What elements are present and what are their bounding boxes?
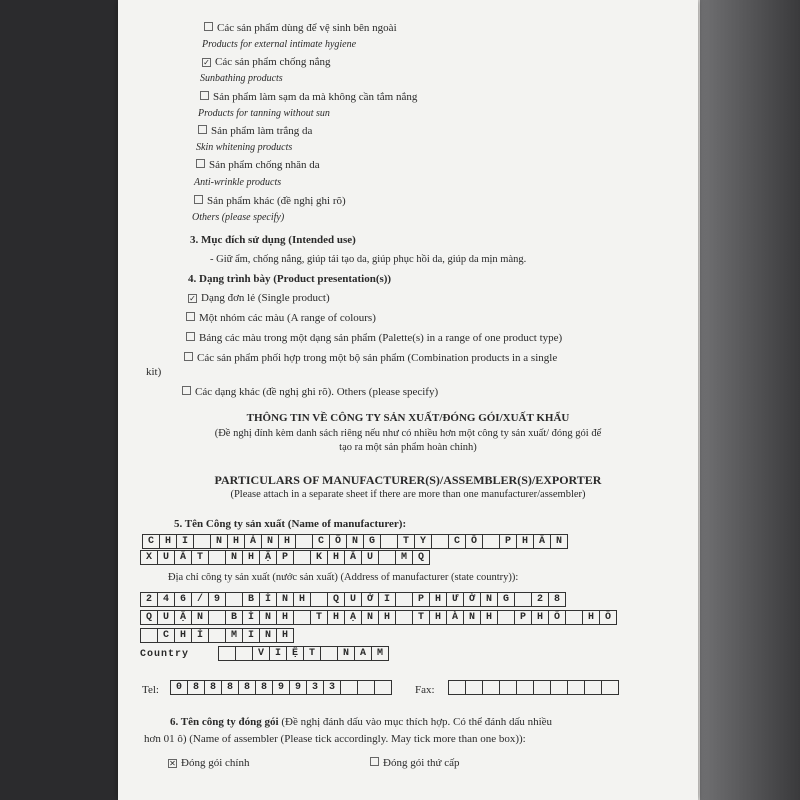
company-note-vn-2: tạo ra một sản phẩm hoàn chỉnh) — [339, 442, 477, 453]
tel-label: Tel: — [142, 684, 159, 696]
checkbox[interactable] — [200, 91, 209, 100]
char-cell[interactable]: Ầ — [534, 535, 551, 549]
presentation-option-3: Các sản phẩm phối hợp trong một bộ sản phẩm (Combination products in a single — [184, 352, 557, 364]
char-cell[interactable]: T — [413, 611, 430, 625]
char-cell[interactable] — [379, 551, 396, 565]
char-cell[interactable]: T — [398, 535, 415, 549]
char-cell[interactable]: G — [364, 535, 381, 549]
char-cell[interactable]: H — [277, 629, 294, 643]
char-cell[interactable]: U — [158, 551, 175, 565]
type-item-2-en: Products for tanning without sun — [198, 108, 330, 119]
char-cell[interactable]: 8 — [256, 681, 273, 695]
char-cell[interactable]: Y — [415, 535, 432, 549]
char-cell[interactable]: 2 — [141, 593, 158, 607]
char-cell[interactable] — [294, 611, 311, 625]
char-cell[interactable]: H — [328, 551, 345, 565]
char-cell[interactable]: 9 — [290, 681, 307, 695]
char-cell[interactable]: H — [228, 535, 245, 549]
char-cell[interactable] — [294, 551, 311, 565]
type-item-2: Sản phẩm làm sạm da mà không cần tắm nắng — [200, 91, 417, 103]
char-cell[interactable]: N — [260, 629, 277, 643]
char-cell[interactable]: M — [226, 629, 243, 643]
checkbox[interactable] — [370, 757, 379, 766]
char-cell[interactable]: Á — [245, 535, 262, 549]
char-cell[interactable]: U — [158, 611, 175, 625]
presentation-option-3-wrap: kit) — [146, 366, 162, 378]
char-cell[interactable]: Q — [328, 593, 345, 607]
char-cell[interactable]: P — [277, 551, 294, 565]
char-cell[interactable]: / — [192, 593, 209, 607]
char-cell[interactable]: 8 — [549, 593, 566, 607]
char-cell[interactable]: Q — [141, 611, 158, 625]
char-cell[interactable]: U — [362, 551, 379, 565]
char-cell[interactable] — [209, 611, 226, 625]
char-cell[interactable]: M — [396, 551, 413, 565]
type-item-4-en: Anti-wrinkle products — [194, 177, 282, 188]
char-cell[interactable]: 9 — [273, 681, 290, 695]
char-cell[interactable]: Ổ — [466, 535, 483, 549]
company-title-vn: THÔNG TIN VỀ CÔNG TY SẢN XUẤT/ĐÓNG GÓI/XUẤT KHẨU — [246, 412, 570, 424]
type-item-1: ✓ Các sản phẩm chống nắng — [203, 56, 331, 68]
assembler-option-primary: ✕ Đóng gói chính — [169, 757, 250, 769]
type-item-0: Các sản phẩm dùng để vệ sinh bên ngoài — [204, 22, 397, 34]
char-cell[interactable]: H — [379, 611, 396, 625]
char-cell[interactable]: N — [347, 535, 364, 549]
char-cell[interactable] — [551, 681, 568, 695]
section3-text: - Giữ ẩm, chống nắng, giúp tái tạo da, giúp phục hồi da, giúp da mịn màng. — [210, 254, 527, 265]
char-cell[interactable]: H — [481, 611, 498, 625]
char-cell[interactable]: Ớ — [362, 593, 379, 607]
char-cell[interactable]: I — [270, 647, 287, 661]
char-cell[interactable]: H — [430, 611, 447, 625]
char-cell[interactable] — [585, 681, 602, 695]
char-cell[interactable]: 0 — [171, 681, 188, 695]
char-cell[interactable] — [566, 611, 583, 625]
char-cell[interactable] — [396, 611, 413, 625]
char-cell[interactable]: G — [498, 593, 515, 607]
char-cell[interactable]: 3 — [324, 681, 341, 695]
presentation-option-4: Các dạng khác (đề nghị ghi rõ). Others (please specify) — [182, 386, 438, 398]
type-item-3-en: Skin whitening products — [196, 142, 293, 153]
document-page — [118, 0, 698, 800]
char-cell[interactable]: Ậ — [260, 551, 277, 565]
char-cell[interactable]: N — [362, 611, 379, 625]
checkbox[interactable] — [186, 332, 195, 341]
char-cell[interactable]: C — [158, 629, 175, 643]
checkbox[interactable] — [204, 22, 213, 31]
char-cell[interactable] — [396, 593, 413, 607]
checkbox[interactable] — [186, 312, 195, 321]
char-cell[interactable]: H — [583, 611, 600, 625]
char-cell[interactable]: N — [262, 535, 279, 549]
char-cell[interactable] — [500, 681, 517, 695]
char-cell[interactable]: B — [226, 611, 243, 625]
char-cell[interactable]: I — [379, 593, 396, 607]
char-cell[interactable] — [375, 681, 392, 695]
char-cell[interactable]: 8 — [205, 681, 222, 695]
char-cell[interactable]: N — [464, 611, 481, 625]
char-cell[interactable]: P — [413, 593, 430, 607]
char-cell[interactable]: K — [311, 551, 328, 565]
char-cell[interactable]: N — [260, 611, 277, 625]
char-cell[interactable] — [432, 535, 449, 549]
char-cell[interactable]: V — [253, 647, 270, 661]
char-cell[interactable] — [194, 535, 211, 549]
section6-line2: hơn 01 ô) (Name of assembler (Please tick accordingly. May tick more than one box)): — [144, 733, 526, 745]
char-cell[interactable] — [358, 681, 375, 695]
char-cell[interactable] — [483, 681, 500, 695]
char-cell[interactable]: N — [192, 611, 209, 625]
char-cell[interactable]: H — [430, 593, 447, 607]
char-cell[interactable] — [226, 593, 243, 607]
char-cell[interactable]: Ấ — [175, 551, 192, 565]
char-cell[interactable]: H — [279, 535, 296, 549]
section5-title: 5. Tên Công ty sản xuất (Name of manufacturer): — [174, 518, 407, 530]
manufacturer-name-row-1 — [142, 534, 568, 549]
char-cell[interactable]: Ố — [549, 611, 566, 625]
checkbox[interactable] — [184, 352, 193, 361]
char-cell[interactable]: 8 — [239, 681, 256, 695]
char-cell[interactable]: I — [243, 629, 260, 643]
char-cell[interactable]: C — [449, 535, 466, 549]
char-cell[interactable]: 4 — [158, 593, 175, 607]
char-cell[interactable] — [341, 681, 358, 695]
char-cell[interactable]: I — [177, 535, 194, 549]
char-cell[interactable]: N — [226, 551, 243, 565]
type-item-5: Sản phẩm khác (đề nghị ghi rõ) — [194, 195, 346, 207]
char-cell[interactable]: Ệ — [287, 647, 304, 661]
section6-line1: 6. Tên công ty đóng gói (Đề nghị đánh dấu vào mục thích hợp. Có thể đánh dấu nhiều — [170, 716, 553, 728]
manufacturer-name-row-2 — [140, 550, 430, 565]
type-item-4: Sản phẩm chống nhăn da — [196, 159, 320, 171]
type-item-5-en: Others (please specify) — [192, 212, 285, 223]
char-cell[interactable]: 2 — [532, 593, 549, 607]
country-label: Country — [140, 649, 190, 660]
char-cell[interactable]: H — [243, 551, 260, 565]
checkbox-checked[interactable]: ✕ — [169, 759, 176, 768]
char-cell[interactable]: A — [355, 647, 372, 661]
char-cell[interactable]: T — [192, 551, 209, 565]
presentation-option-1: Một nhóm các màu (A range of colours) — [186, 312, 376, 324]
char-cell[interactable] — [321, 647, 338, 661]
char-cell[interactable]: À — [447, 611, 464, 625]
char-cell[interactable] — [483, 535, 500, 549]
char-cell[interactable]: Ậ — [175, 611, 192, 625]
char-cell[interactable] — [568, 681, 585, 695]
char-cell[interactable]: 9 — [209, 593, 226, 607]
presentation-option-0: ✓ Dạng đơn lẻ (Single product) — [189, 292, 330, 304]
presentation-option-2: Bảng các màu trong một dạng sản phẩm (Palette(s) in a range of one product type) — [186, 332, 562, 344]
char-cell[interactable]: 6 — [175, 593, 192, 607]
company-note-vn-1: (Đề nghị đính kèm danh sách riêng nếu như có nhiều hơn một công ty sản xuất/ đóng gói để — [214, 428, 602, 439]
char-cell[interactable] — [466, 681, 483, 695]
char-cell[interactable]: M — [372, 647, 389, 661]
char-cell[interactable] — [209, 551, 226, 565]
char-cell[interactable]: N — [211, 535, 228, 549]
char-cell[interactable]: X — [141, 551, 158, 565]
assembler-option-secondary: Đóng gói thứ cấp — [370, 757, 460, 769]
char-cell[interactable]: Ì — [243, 611, 260, 625]
char-cell[interactable]: N — [277, 593, 294, 607]
address-row-3 — [140, 628, 294, 643]
char-cell[interactable]: 3 — [307, 681, 324, 695]
char-cell[interactable]: Í — [192, 629, 209, 643]
char-cell[interactable]: Ạ — [345, 611, 362, 625]
checkbox-checked[interactable]: ✓ — [203, 58, 210, 67]
char-cell[interactable]: 8 — [222, 681, 239, 695]
char-cell[interactable]: P — [500, 535, 517, 549]
address-label: Địa chỉ công ty sản xuất (nước sản xuất) (Address of manufacturer (state country)): — [168, 572, 519, 583]
fax-field[interactable] — [448, 680, 619, 695]
section4-title: 4. Dạng trình bày (Product presentation(s)) — [188, 273, 392, 285]
char-cell[interactable]: U — [345, 593, 362, 607]
char-cell[interactable] — [449, 681, 466, 695]
char-cell[interactable]: Ì — [260, 593, 277, 607]
char-cell[interactable]: H — [277, 611, 294, 625]
tel-field[interactable] — [170, 680, 392, 695]
checkbox[interactable] — [182, 386, 191, 395]
char-cell[interactable] — [498, 611, 515, 625]
company-note-en: (Please attach in a separate sheet if there are more than one manufacturer/assembler) — [230, 489, 586, 500]
char-cell[interactable]: N — [551, 535, 568, 549]
char-cell[interactable]: H — [532, 611, 549, 625]
char-cell[interactable]: Ẩ — [345, 551, 362, 565]
char-cell[interactable]: Ư — [447, 593, 464, 607]
char-cell[interactable]: B — [243, 593, 260, 607]
char-cell[interactable]: Ồ — [600, 611, 617, 625]
background-left — [0, 0, 118, 800]
char-cell[interactable]: P — [515, 611, 532, 625]
char-cell[interactable]: T — [304, 647, 321, 661]
char-cell[interactable]: H — [294, 593, 311, 607]
char-cell[interactable] — [381, 535, 398, 549]
char-cell[interactable]: H — [175, 629, 192, 643]
address-row-1 — [140, 592, 566, 607]
char-cell[interactable] — [236, 647, 253, 661]
char-cell[interactable]: N — [481, 593, 498, 607]
char-cell[interactable] — [602, 681, 619, 695]
char-cell[interactable]: C — [143, 535, 160, 549]
char-cell[interactable] — [296, 535, 313, 549]
char-cell[interactable] — [534, 681, 551, 695]
char-cell[interactable] — [517, 681, 534, 695]
char-cell[interactable] — [311, 593, 328, 607]
country-row — [218, 646, 389, 661]
checkbox-checked[interactable]: ✓ — [189, 294, 196, 303]
char-cell[interactable]: T — [311, 611, 328, 625]
type-item-0-en: Products for external intimate hygiene — [202, 39, 357, 50]
type-item-1-en: Sunbathing products — [200, 73, 283, 84]
char-cell[interactable]: H — [517, 535, 534, 549]
char-cell[interactable] — [515, 593, 532, 607]
char-cell[interactable]: N — [338, 647, 355, 661]
char-cell[interactable]: Q — [413, 551, 430, 565]
company-title-en: PARTICULARS OF MANUFACTURER(S)/ASSEMBLER(S)/EXPORTER — [214, 473, 602, 487]
char-cell[interactable]: 8 — [188, 681, 205, 695]
char-cell[interactable]: H — [328, 611, 345, 625]
char-cell[interactable] — [141, 629, 158, 643]
checkbox[interactable] — [194, 195, 203, 204]
checkbox[interactable] — [196, 159, 205, 168]
char-cell[interactable] — [209, 629, 226, 643]
address-row-2 — [140, 610, 617, 625]
char-cell[interactable]: H — [160, 535, 177, 549]
char-cell[interactable] — [219, 647, 236, 661]
section3-title: 3. Mục đích sử dụng (Intended use) — [190, 234, 356, 246]
char-cell[interactable]: Ờ — [464, 593, 481, 607]
char-cell[interactable]: C — [313, 535, 330, 549]
type-item-3: Sản phẩm làm trắng da — [198, 125, 312, 137]
char-cell[interactable]: Ô — [330, 535, 347, 549]
fax-label: Fax: — [415, 684, 435, 696]
checkbox[interactable] — [198, 125, 207, 134]
